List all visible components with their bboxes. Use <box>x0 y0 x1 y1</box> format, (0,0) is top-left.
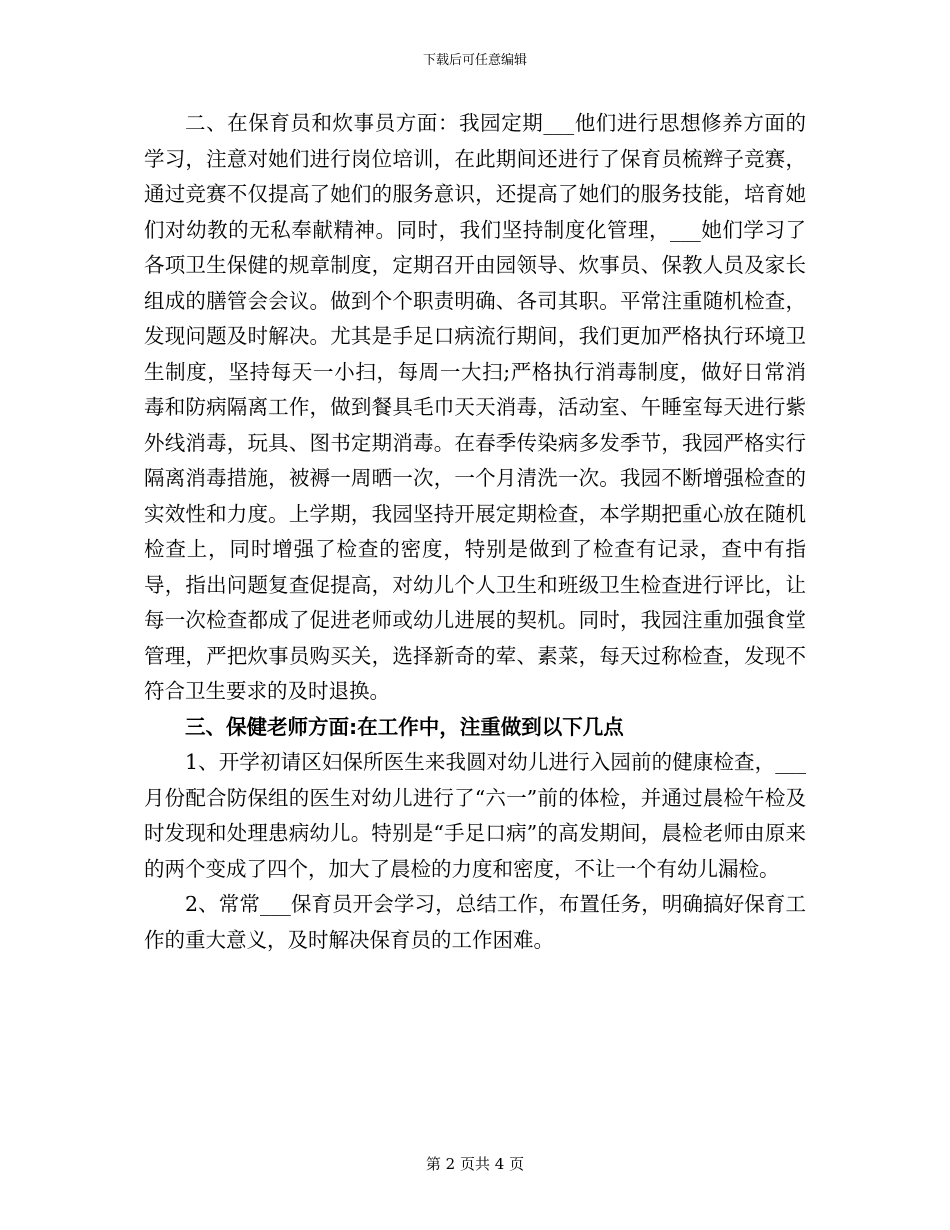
page-footer: 第 2 页共 4 页 <box>425 1155 525 1173</box>
list-item-health-check: 1、开学初请区妇保所医生来我圆对幼儿进行入园前的健康检查，___月份配合防保组的医生对幼儿进行了“六一”前的体检，并通过晨检午检及时发现和处理患病幼儿。特别是“手足口病”的高发期间，晨检老师由原来的两个变成了四个，加大了晨检的力度和密度，不让一个有幼儿漏检。 <box>144 750 806 881</box>
document-body <box>144 106 806 958</box>
list-item-caregiver-meetings: 2、常常___保育员开会学习，总结工作，布置任务，明确搞好保育工作的重大意义，及时解决保育员的工作困难。 <box>144 892 806 952</box>
section-heading-health-teacher: 三、保健老师方面:在工作中，注重做到以下几点 <box>185 714 624 739</box>
page-header: 下载后可任意编辑 <box>422 53 527 68</box>
paragraph-caregivers-cooks: 二、在保育员和炊事员方面：我园定期___他们进行思想修养方面的学习，注意对她们进行岗位培训，在此期间还进行了保育员梳辫子竞赛，通过竞赛不仅提高了她们的服务意识，还提高了她们的服务技能，培育她们对幼教的无私奉献精神。同时，我们坚持制度化管理，___她们学习了各项卫生保健的规章制度，定期召开由园领导、炊事员、保教人员及家长组成的膳管会会议。做到个个职责明确、各司其职。平常注重随机检查，发现问题及时解决。尤其是手足口病流行期间，我们更加严格执行环境卫生制度，坚持每天一小扫，每周一大扫;严格执行消毒制度，做好日常消毒和防病隔离工作，做到餐具毛巾天天消毒，活动室、午睡室每天进行紫外线消毒，玩具、图书定期消毒。在春季传染病多发季节，我园严格实行隔离消毒措施，被褥一周晒一次，一个月清洗一次。我园不断增强检查的实效性和力度。上学期，我园坚持开展定期检查，本学期把重心放在随机检查上，同时增强了检查的密度，特别是做到了检查有记录，查中有指导，指出问题复查促提高，对幼儿个人卫生和班级卫生检查进行评比，让每一次检查都成了促进老师或幼儿进展的契机。同时，我园注重加强食堂管理，严把炊事员购买关，选择新奇的荤、素菜，每天过称检查，发现不符合卫生要求的及时退换。 <box>144 111 806 703</box>
